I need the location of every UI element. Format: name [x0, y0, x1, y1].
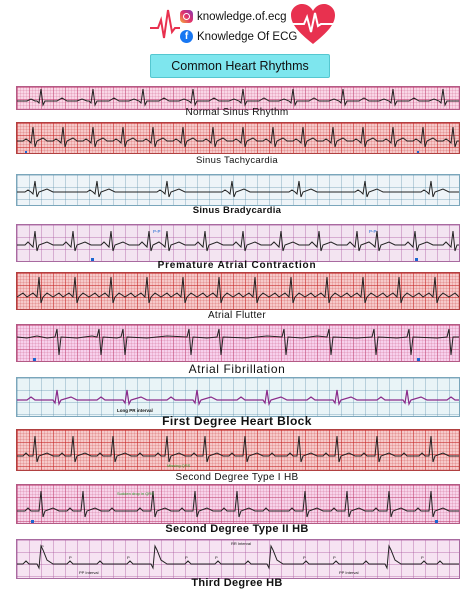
- ecg-strip-third-degree-hb: [16, 539, 460, 579]
- facebook-icon: f: [180, 30, 193, 43]
- instagram-handle: knowledge.of.ecg: [197, 10, 287, 23]
- rhythm-label: Atrial Flutter: [207, 310, 267, 321]
- annotation-missing-qrs: Missing QRS: [167, 463, 191, 468]
- annotation-long-pr: Long PR interval: [117, 408, 153, 413]
- ecg-strip-premature-atrial-contraction: [16, 224, 460, 262]
- annotation-p: P: [303, 555, 306, 560]
- ecg-strip-second-degree-type-ii: [16, 484, 460, 524]
- ecg-trace: [17, 430, 459, 470]
- annotation-p: P: [69, 555, 72, 560]
- ecg-trace: [17, 325, 459, 361]
- annotation-p: P: [215, 555, 218, 560]
- facebook-page-row[interactable]: [180, 30, 297, 43]
- rhythm-label: Sinus Tachycardia: [195, 155, 279, 166]
- annotation-p: P: [421, 555, 424, 560]
- annotation-pp: P-P: [153, 229, 161, 234]
- rhythm-label: First Degree Heart Block: [162, 414, 312, 428]
- ecg-trace: [17, 485, 459, 523]
- ecg-trace: [17, 175, 459, 205]
- annotation-p: P: [127, 555, 130, 560]
- rhythm-label: Second Degree Type II HB: [165, 523, 309, 535]
- ecg-trace: [17, 378, 459, 416]
- annotation-pp-interval: PP Interval: [79, 570, 99, 575]
- header: [0, 0, 474, 80]
- annotation-pp: P-P: [369, 229, 377, 234]
- heart-logo-icon: [290, 4, 336, 46]
- facebook-page-name: Knowledge Of ECG: [197, 30, 298, 43]
- rhythm-label: Sinus Bradycardia: [192, 205, 282, 216]
- rhythm-label: Normal Sinus Rhythm: [185, 107, 289, 118]
- ecg-trace: [17, 87, 459, 109]
- ecg-strip-atrial-flutter: [16, 272, 460, 310]
- annotation-p: P: [185, 555, 188, 560]
- ecg-strip-sinus-tachycardia: [16, 122, 460, 154]
- annotation-p: P: [333, 555, 336, 560]
- heartbeat-icon: [150, 6, 180, 46]
- ecg-trace: [17, 273, 459, 309]
- ecg-trace: [17, 225, 459, 261]
- instagram-handle-row[interactable]: [180, 10, 287, 23]
- annotation-pp-interval: PP Interval: [339, 570, 359, 575]
- page-title: Common Heart Rhythms: [150, 54, 330, 78]
- ecg-trace: [17, 123, 459, 153]
- rhythm-label: Second Degree Type I HB: [175, 472, 299, 483]
- ecg-strip-first-degree-heart-block: [16, 377, 460, 417]
- rhythm-label: Premature Atrial Contraction: [157, 260, 317, 271]
- instagram-icon: [180, 10, 193, 23]
- annotation-sudden-drop: Sudden drop in QRS: [117, 491, 154, 496]
- annotation-p: P: [41, 544, 44, 549]
- rhythm-label: Atrial Fibrillation: [188, 362, 286, 376]
- ecg-strip-atrial-fibrillation: [16, 324, 460, 362]
- ecg-strip-second-degree-type-i: [16, 429, 460, 471]
- rhythm-label: Third Degree HB: [191, 577, 283, 589]
- ecg-trace: [17, 540, 459, 578]
- ecg-strip-sinus-bradycardia: [16, 174, 460, 206]
- annotation-rr-interval: RR Interval: [231, 541, 252, 546]
